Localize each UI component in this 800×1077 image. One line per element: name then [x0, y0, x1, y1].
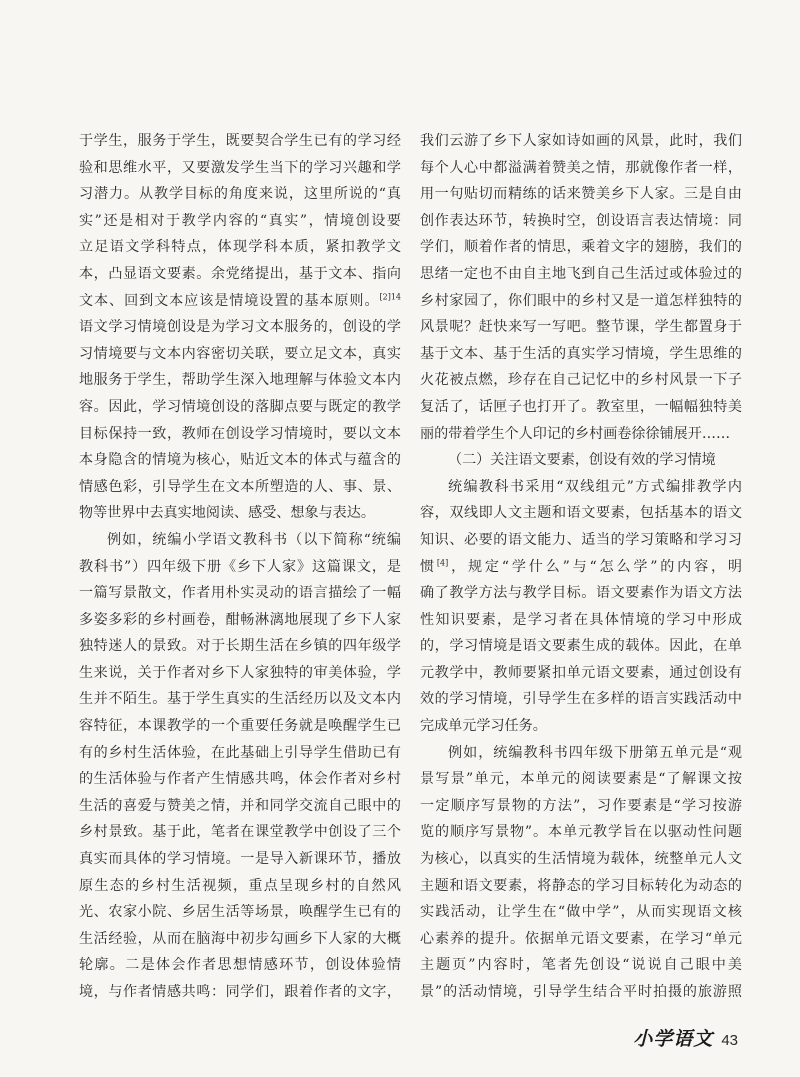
line-text: 生并不陌生。基于学生真实的生活经历以及文本内: [79, 691, 401, 708]
line-text: 轮廓。二是体会作者思想情感环节，创设体验情: [79, 957, 401, 974]
text-line: [79, 713, 401, 740]
line-text: 教科书”）四年级下册《乡下人家》这篇课文，是: [79, 558, 401, 575]
line-text: 习情境要与文本内容密切关联，要立足文本，真实: [79, 345, 401, 362]
line-text: 完成单元学习任务。: [420, 718, 547, 735]
text-line: [420, 660, 742, 687]
line-text: 容，双线即人文主题和语文要素，包括基本的语文: [420, 505, 742, 522]
text-line: [420, 740, 742, 767]
text-line: [420, 686, 742, 713]
line-text: 乡村家园了，你们眼中的乡村又是一道怎样独特的: [420, 292, 742, 309]
text-line: [79, 952, 401, 979]
text-line: [79, 261, 401, 288]
page-footer: [633, 1024, 738, 1054]
line-text: 独特迷人的景致。对于长期生活在乡镇的四年级学: [79, 638, 401, 655]
text-line: [420, 607, 742, 634]
text-line: [420, 208, 742, 235]
line-text: 光、农家小院、乡居生活等场景，唤醒学生已有的: [79, 904, 401, 921]
line-text: 火花被点燃，珍存在自己记忆中的乡村风景一下子: [420, 372, 742, 389]
text-line: [79, 208, 401, 235]
section-heading: [420, 447, 742, 474]
text-line: [79, 314, 401, 341]
text-line: [420, 766, 742, 793]
line-text: 我们云游了乡下人家如诗如画的风景，此时，我们: [420, 133, 742, 149]
text-line: [420, 819, 742, 846]
text-line: [420, 580, 742, 607]
text-line: [420, 181, 742, 208]
text-line: [79, 740, 401, 767]
text-line: [420, 846, 742, 873]
line-text: 统编教科书采用“双线组元”方式编排教学内: [448, 478, 742, 495]
line-text: 心素养的提升。依据单元语文要素，在学习“单元: [420, 930, 742, 947]
text-line: [79, 181, 401, 208]
line-text: 每个人心中都溢满着赞美之情，那就像作者一样，: [420, 159, 742, 176]
line-text: 生来说，关于作者对乡下人家独特的审美体验，学: [79, 664, 401, 681]
text-line: [420, 527, 742, 554]
text-line: [79, 500, 401, 527]
line-text: 容特征，本课教学的一个重要任务就是唤醒学生已: [79, 718, 401, 735]
line-text: 复活了，话匣子也打开了。教室里，一幅幅独特美: [420, 398, 742, 415]
text-line: [420, 261, 742, 288]
text-line: [79, 793, 401, 820]
text-line: [420, 633, 742, 660]
right-column: [420, 128, 742, 1006]
line-text: 惯: [420, 558, 437, 575]
text-line: [79, 686, 401, 713]
line-text: 主题和语文要素，将静态的学习目标转化为动态的: [420, 877, 742, 894]
text-line: [79, 846, 401, 873]
journal-name: 小学语文: [633, 1028, 714, 1050]
line-text: 风景呢？赶快来写一写吧。整节课，学生都置身于: [420, 319, 742, 336]
text-line: [420, 421, 742, 448]
line-text: 本，凸显语文要素。余党绪提出，基于文本、指向: [79, 265, 401, 282]
left-column: [79, 128, 401, 1006]
line-text-continued: ，规定“学什么”与“怎么学”的内容，明: [448, 558, 743, 575]
text-line: [79, 447, 401, 474]
text-line: [79, 899, 401, 926]
line-text: 主题页”内容时，笔者先创设“说说自己眼中美: [420, 957, 742, 974]
line-text: 一篇写景散文，作者用朴实灵动的语言描绘了一幅: [79, 585, 401, 602]
line-text: 景写景”单元，本单元的阅读要素是“了解课文按: [420, 771, 742, 788]
line-text: 本身隐含的情境为核心，贴近文本的体式与蕴含的: [79, 452, 401, 469]
line-text: 原生态的乡村生活视频，重点呈现乡村的自然风: [79, 877, 401, 894]
line-text: 于学生，服务于学生，既要契合学生已有的学习经: [79, 133, 401, 149]
line-text: 情感色彩，引导学生在文本所塑造的人、事、景、: [79, 478, 401, 495]
line-text: 实”还是相对于教学内容的“真实”，情境创设要: [79, 212, 401, 229]
text-line: [79, 766, 401, 793]
text-line: [420, 394, 742, 421]
text-line: [79, 394, 401, 421]
text-line: [79, 234, 401, 261]
line-text: 实践活动，让学生在“做中学”，从而实现语文核: [420, 904, 742, 921]
line-text: 语文学习情境创设是为学习文本服务的，创设的学: [79, 319, 401, 336]
text-line: [420, 899, 742, 926]
text-line: [79, 979, 401, 1006]
line-text: 地服务于学生，帮助学生深入地理解与体验文本内: [79, 372, 401, 389]
text-line: [420, 341, 742, 368]
text-line: [420, 314, 742, 341]
line-text: 立足语文学科特点，体现学科本质，紧扣教学文: [79, 239, 401, 256]
line-text: 览的顺序写景物”。本单元教学旨在以驱动性问题: [420, 824, 742, 841]
text-line: [420, 554, 742, 581]
text-line: [79, 660, 401, 687]
line-text: 容。因此，学习情境创设的落脚点要与既定的教学: [79, 398, 401, 415]
text-line: [420, 367, 742, 394]
page-number: 43: [721, 1032, 738, 1049]
line-text: 生活经验，从而在脑海中初步勾画乡下人家的大概: [79, 930, 401, 947]
text-line: [79, 128, 401, 155]
text-line: [420, 474, 742, 501]
line-text: 效的学习情境，引导学生在多样的语言实践活动中: [420, 691, 742, 708]
line-text: 元教学中，教师要紧扣单元语文要素，通过创设有: [420, 664, 742, 681]
text-line: [420, 952, 742, 979]
line-text: 验和思维水平，又要激发学生当下的学习兴趣和学: [79, 159, 401, 176]
text-line: [79, 580, 401, 607]
line-text: 创作表达环节，转换时空，创设语言表达情境：同: [420, 212, 742, 229]
citation-marker: [2]14: [379, 291, 401, 301]
text-line: [420, 234, 742, 261]
line-text: 生活的喜爱与赞美之情，并和同学交流自己眼中的: [79, 797, 401, 814]
line-text: 有的乡村生活体验，在此基础上引导学生借助已有: [79, 744, 401, 761]
line-text: 境，与作者情感共鸣：同学们，跟着作者的文字，: [79, 984, 401, 1000]
text-line: [420, 713, 742, 740]
line-text: 的，学习情境是语文要素生成的载体。因此，在单: [420, 638, 742, 655]
line-text: 为核心，以真实的生活情境为载体，统整单元人文: [420, 851, 742, 868]
text-line: [420, 288, 742, 315]
text-line: [79, 607, 401, 634]
text-line: [79, 341, 401, 368]
line-text: 思绪一定也不由自主地飞到自己生活过或体验过的: [420, 265, 742, 282]
text-line: [79, 421, 401, 448]
text-line: [420, 128, 742, 155]
text-line: [420, 926, 742, 953]
line-text: 确了教学方法与教学目标。语文要素作为语文方法: [420, 585, 742, 602]
line-text: 性知识要素，是学习者在具体情境的学习中形成: [420, 611, 742, 628]
line-text: 目标保持一致，教师在创设学习情境时，要以文本: [79, 425, 401, 442]
line-text: 景”的活动情境，引导学生结合平时拍摄的旅游照: [420, 984, 742, 1000]
line-text: 基于文本、基于生活的真实学习情境，学生思维的: [420, 345, 742, 362]
line-text: （二）关注语文要素，创设有效的学习情境: [448, 452, 716, 469]
text-line: [79, 554, 401, 581]
line-text: 物等世界中去真实地阅读、感受、想象与表达。: [79, 505, 375, 522]
text-line: [79, 633, 401, 660]
line-text: 用一句贴切而精练的话来赞美乡下人家。三是自由: [420, 186, 742, 203]
line-text: 知识、必要的语文能力、适当的学习策略和学习习: [420, 531, 742, 548]
text-line: [79, 288, 401, 315]
line-text: 习潜力。从教学目标的角度来说，这里所说的“真: [79, 186, 401, 203]
text-line: [420, 873, 742, 900]
line-text: 例如，统编小学语文教科书（以下简称“统编: [107, 531, 401, 548]
line-text: 乡村景致。基于此，笔者在课堂教学中创设了三个: [79, 824, 401, 841]
text-line: [79, 527, 401, 554]
text-line: [420, 500, 742, 527]
line-text: 的生活体验与作者产生情感共鸣，体会作者对乡村: [79, 771, 401, 788]
text-line: [79, 926, 401, 953]
text-line: [420, 793, 742, 820]
text-line: [79, 819, 401, 846]
text-line: [79, 873, 401, 900]
line-text: 真实而具体的学习情境。一是导入新课环节，播放: [79, 851, 401, 868]
text-line: [79, 155, 401, 182]
line-text: 丽的带着学生个人印记的乡村画卷徐徐铺展开……: [420, 425, 731, 442]
line-text: 一定顺序写景物的方法”，习作要素是“学习按游: [420, 797, 742, 814]
line-text: 多姿多彩的乡村画卷，酣畅淋漓地展现了乡下人家: [79, 611, 401, 628]
text-line: [420, 155, 742, 182]
text-line: [79, 367, 401, 394]
line-text: 文本、回到文本应该是情境设置的基本原则。: [79, 292, 380, 309]
text-line: [79, 474, 401, 501]
text-line: [420, 979, 742, 1006]
line-text: 例如，统编教科书四年级下册第五单元是“观: [448, 744, 742, 761]
line-text: 学们，顺着作者的情思，乘着文字的翅膀，我们的: [420, 239, 742, 256]
citation-marker: [4]: [436, 557, 449, 567]
